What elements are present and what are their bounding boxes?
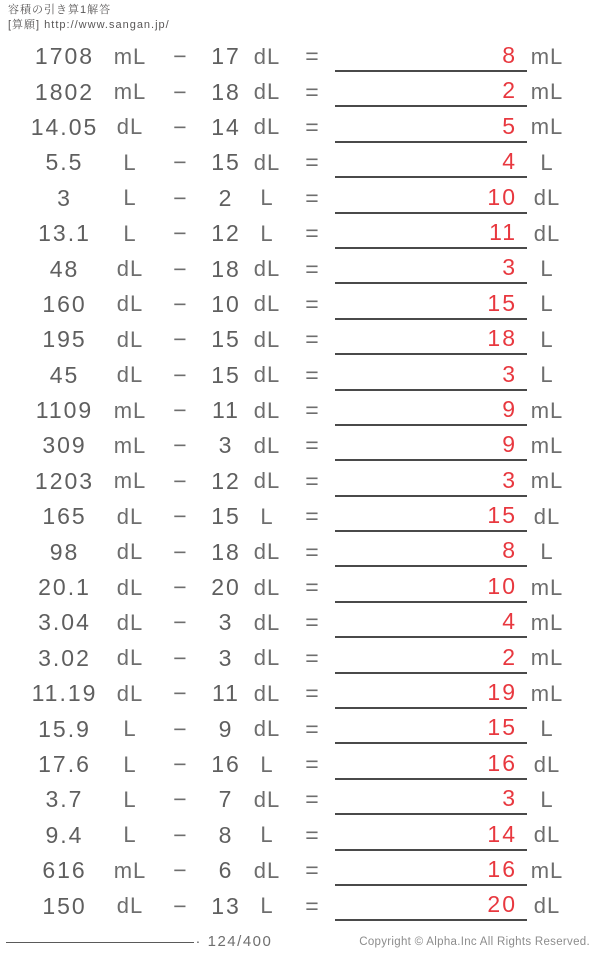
unit-2: dL <box>253 716 281 742</box>
unit-answer: L <box>540 149 554 175</box>
unit-1: L <box>123 220 137 246</box>
equals-sign: = <box>305 786 319 813</box>
unit-1: L <box>123 822 137 848</box>
equals-sign: = <box>305 290 319 317</box>
answer-blank <box>335 499 527 532</box>
unit-2: L <box>260 751 274 777</box>
operand-1: 15.9 <box>38 715 91 742</box>
page-footer <box>0 928 600 962</box>
unit-answer: mL <box>530 43 564 69</box>
equals-sign: = <box>305 397 319 424</box>
answer-blank <box>335 39 527 72</box>
operand-1: 616 <box>42 857 87 884</box>
answer-value: 20 <box>487 891 517 918</box>
answer-value: 4 <box>502 608 517 635</box>
equals-sign: = <box>305 503 319 530</box>
minus-operator: − <box>173 361 187 388</box>
unit-2: dL <box>253 291 281 317</box>
unit-answer: L <box>540 716 554 742</box>
unit-2: dL <box>253 256 281 282</box>
unit-1: L <box>123 786 137 812</box>
answer-blank <box>335 641 527 674</box>
equals-sign: = <box>305 751 319 777</box>
unit-2: dL <box>253 397 281 423</box>
unit-2: L <box>260 893 274 919</box>
problem-row <box>0 711 600 746</box>
operand-2: 18 <box>211 78 241 105</box>
equals-sign: = <box>305 78 319 105</box>
unit-1: dL <box>116 291 144 317</box>
unit-2: dL <box>253 786 281 812</box>
unit-2: dL <box>253 362 281 388</box>
answer-value: 5 <box>502 112 517 139</box>
operand-2: 13 <box>211 892 241 919</box>
problem-row <box>0 358 600 393</box>
unit-1: mL <box>113 397 147 423</box>
unit-1: dL <box>116 114 144 140</box>
operand-2: 15 <box>211 361 241 388</box>
unit-answer: mL <box>530 574 564 600</box>
minus-operator: − <box>173 751 187 777</box>
problem-row <box>0 251 600 286</box>
problem-row <box>0 747 600 782</box>
equals-sign: = <box>305 538 319 565</box>
answer-blank <box>335 358 527 391</box>
operand-1: 165 <box>42 503 87 530</box>
answer-value: 2 <box>502 643 517 670</box>
minus-operator: − <box>173 715 187 742</box>
minus-operator: − <box>173 397 187 424</box>
answer-blank <box>335 251 527 284</box>
answer-value: 2 <box>502 77 517 104</box>
answer-blank <box>335 287 527 320</box>
answer-blank <box>335 216 527 249</box>
unit-1: dL <box>116 645 144 671</box>
answer-blank <box>335 322 527 355</box>
operand-1: 3.7 <box>45 786 84 813</box>
operand-2: 11 <box>212 680 240 707</box>
unit-1: L <box>123 185 137 211</box>
equals-sign: = <box>305 574 319 601</box>
equals-sign: = <box>305 220 319 247</box>
answer-blank <box>335 747 527 780</box>
unit-1: dL <box>116 256 144 282</box>
minus-operator: − <box>173 149 187 176</box>
page-header <box>8 3 170 33</box>
answer-blank <box>335 782 527 815</box>
operand-1: 11.19 <box>31 680 98 707</box>
equals-sign: = <box>305 149 319 176</box>
unit-answer: mL <box>530 645 564 671</box>
unit-2: dL <box>253 574 281 600</box>
operand-2: 18 <box>211 538 241 565</box>
operand-2: 7 <box>218 786 234 813</box>
unit-1: L <box>123 716 137 742</box>
answer-value: 8 <box>502 537 517 564</box>
operand-2: 2 <box>218 184 234 211</box>
operand-1: 48 <box>49 255 80 282</box>
equals-sign: = <box>305 644 319 671</box>
operand-1: 1109 <box>35 397 94 424</box>
answer-blank <box>335 393 527 426</box>
minus-operator: − <box>173 786 187 813</box>
unit-2: dL <box>253 857 281 883</box>
unit-answer: L <box>540 786 554 812</box>
problem-row <box>0 428 600 463</box>
unit-2: dL <box>253 326 281 352</box>
equals-sign: = <box>305 43 319 70</box>
operand-2: 12 <box>211 220 241 247</box>
answer-value: 10 <box>487 183 517 210</box>
problem-row <box>0 782 600 817</box>
unit-1: mL <box>113 79 147 105</box>
minus-operator: − <box>173 644 187 671</box>
operand-1: 20.1 <box>38 574 91 601</box>
problem-row <box>0 287 600 322</box>
problem-row <box>0 676 600 711</box>
operand-2: 15 <box>211 149 241 176</box>
minus-operator: − <box>173 892 187 919</box>
equals-sign: = <box>305 361 319 388</box>
equals-sign: = <box>305 113 319 140</box>
answer-value: 16 <box>487 749 517 776</box>
equals-sign: = <box>305 857 319 884</box>
unit-2: L <box>260 185 274 211</box>
operand-2: 9 <box>218 715 234 742</box>
operand-2: 6 <box>218 857 234 884</box>
equals-sign: = <box>305 680 319 707</box>
operand-2: 20 <box>211 574 241 601</box>
unit-1: L <box>123 149 137 175</box>
operand-1: 150 <box>42 892 87 919</box>
answer-value: 3 <box>502 254 517 281</box>
answer-value: 15 <box>487 502 517 529</box>
unit-2: dL <box>253 680 281 706</box>
minus-operator: − <box>173 574 187 601</box>
equals-sign: = <box>305 609 319 636</box>
answer-value: 15 <box>487 289 517 316</box>
answer-blank <box>335 181 527 214</box>
answer-value: 16 <box>487 855 517 882</box>
operand-1: 45 <box>49 361 80 388</box>
problem-row <box>0 818 600 853</box>
answer-blank <box>335 534 527 567</box>
problem-row <box>0 145 600 180</box>
answer-value: 14 <box>487 820 517 847</box>
page-number: 124/400 <box>207 933 273 950</box>
unit-answer: mL <box>530 468 564 494</box>
problem-row <box>0 393 600 428</box>
unit-answer: L <box>540 362 554 388</box>
unit-answer: mL <box>530 857 564 883</box>
operand-1: 13.1 <box>38 220 91 247</box>
unit-2: dL <box>253 645 281 671</box>
problem-row <box>0 641 600 676</box>
minus-operator: − <box>173 680 187 707</box>
operand-1: 1802 <box>34 78 95 105</box>
operand-2: 15 <box>211 503 241 530</box>
unit-2: dL <box>253 114 281 140</box>
unit-2: dL <box>253 432 281 458</box>
unit-1: dL <box>116 362 144 388</box>
minus-operator: − <box>173 609 187 636</box>
unit-2: dL <box>253 468 281 494</box>
unit-1: dL <box>116 574 144 600</box>
operand-1: 195 <box>42 326 87 353</box>
operand-2: 15 <box>211 326 241 353</box>
answer-value: 9 <box>502 431 517 458</box>
answer-blank <box>335 888 527 921</box>
answer-blank <box>335 570 527 603</box>
problem-row <box>0 74 600 109</box>
operand-1: 98 <box>49 538 80 565</box>
minus-operator: − <box>173 432 187 459</box>
problem-row <box>0 888 600 923</box>
minus-operator: − <box>173 857 187 884</box>
unit-answer: dL <box>533 893 561 919</box>
operand-2: 18 <box>211 255 241 282</box>
operand-2: 10 <box>211 290 241 317</box>
answer-value: 11 <box>489 218 517 245</box>
minus-operator: − <box>173 503 187 530</box>
equals-sign: = <box>305 821 319 848</box>
operand-1: 9.4 <box>45 821 84 848</box>
unit-answer: dL <box>533 822 561 848</box>
answer-blank <box>335 605 527 638</box>
unit-answer: mL <box>530 680 564 706</box>
unit-answer: L <box>540 256 554 282</box>
operand-1: 1203 <box>34 467 95 494</box>
answer-blank <box>335 428 527 461</box>
operand-2: 3 <box>218 644 234 671</box>
operand-2: 17 <box>211 43 241 70</box>
operand-1: 1708 <box>34 43 95 70</box>
problem-row <box>0 464 600 499</box>
minus-operator: − <box>173 538 187 565</box>
problem-row <box>0 853 600 888</box>
unit-1: L <box>123 751 137 777</box>
equals-sign: = <box>305 184 319 211</box>
unit-answer: L <box>540 326 554 352</box>
minus-operator: − <box>173 326 187 353</box>
unit-answer: mL <box>530 114 564 140</box>
unit-answer: L <box>540 291 554 317</box>
answer-value: 3 <box>502 360 517 387</box>
name-line <box>6 942 194 943</box>
equals-sign: = <box>305 326 319 353</box>
minus-operator: − <box>173 184 187 211</box>
equals-sign: = <box>305 715 319 742</box>
unit-answer: mL <box>530 397 564 423</box>
worksheet-title: 容積の引き算1解答 <box>8 4 112 16</box>
answer-value: 10 <box>487 572 517 599</box>
unit-answer: mL <box>530 609 564 635</box>
unit-answer: dL <box>533 185 561 211</box>
unit-answer: L <box>540 539 554 565</box>
operand-2: 14 <box>211 113 241 140</box>
copyright-text: Copyright © Alpha.Inc All Rights Reserved. <box>359 936 590 948</box>
operand-2: 3 <box>218 432 234 459</box>
unit-1: dL <box>116 326 144 352</box>
operand-1: 5.5 <box>45 149 84 176</box>
equals-sign: = <box>305 255 319 282</box>
unit-2: dL <box>253 609 281 635</box>
minus-operator: − <box>173 255 187 282</box>
operand-2: 11 <box>212 397 240 424</box>
problem-row <box>0 39 600 74</box>
unit-1: mL <box>113 857 147 883</box>
problem-row <box>0 534 600 569</box>
unit-1: mL <box>113 468 147 494</box>
unit-1: dL <box>116 893 144 919</box>
answer-blank <box>335 711 527 744</box>
operand-1: 14.05 <box>30 113 99 140</box>
minus-operator: − <box>173 113 187 140</box>
answer-value: 18 <box>487 325 517 352</box>
answer-value: 4 <box>502 148 517 175</box>
answer-blank <box>335 145 527 178</box>
minus-operator: − <box>173 821 187 848</box>
operand-2: 8 <box>218 821 234 848</box>
minus-operator: − <box>173 220 187 247</box>
answer-value: 3 <box>502 785 517 812</box>
minus-operator: − <box>173 467 187 494</box>
minus-operator: − <box>173 78 187 105</box>
answer-blank <box>335 464 527 497</box>
problem-row <box>0 216 600 251</box>
answer-value: 3 <box>502 466 517 493</box>
answer-blank <box>335 74 527 107</box>
problems-list <box>0 39 600 924</box>
unit-2: L <box>260 503 274 529</box>
equals-sign: = <box>305 432 319 459</box>
answer-value: 9 <box>502 395 517 422</box>
operand-1: 3 <box>57 184 72 211</box>
equals-sign: = <box>305 892 319 919</box>
problem-row <box>0 110 600 145</box>
answer-value: 8 <box>502 42 517 68</box>
problem-row <box>0 570 600 605</box>
unit-2: L <box>260 822 274 848</box>
source-url: [算願] http://www.sangan.jp/ <box>8 19 170 31</box>
unit-2: L <box>260 220 274 246</box>
operand-2: 16 <box>211 751 241 777</box>
unit-1: mL <box>113 43 147 69</box>
operand-1: 309 <box>42 432 87 459</box>
unit-2: dL <box>253 539 281 565</box>
operand-2: 3 <box>218 609 234 636</box>
unit-answer: dL <box>533 220 561 246</box>
unit-2: dL <box>253 43 281 69</box>
unit-1: dL <box>116 680 144 706</box>
answer-blank <box>335 818 527 851</box>
operand-1: 3.04 <box>38 609 91 636</box>
answer-blank <box>335 110 527 143</box>
unit-answer: dL <box>533 503 561 529</box>
minus-operator: − <box>173 43 187 70</box>
problem-row <box>0 499 600 534</box>
answer-blank <box>335 676 527 709</box>
operand-1: 160 <box>42 290 87 317</box>
answer-value: 15 <box>487 714 517 741</box>
unit-2: dL <box>253 79 281 105</box>
problem-row <box>0 322 600 357</box>
unit-answer: mL <box>530 432 564 458</box>
operand-1: 17.6 <box>38 751 91 777</box>
unit-1: dL <box>116 609 144 635</box>
problem-row <box>0 605 600 640</box>
name-line-period: . <box>196 930 200 946</box>
minus-operator: − <box>173 290 187 317</box>
answer-blank <box>335 853 527 886</box>
unit-answer: mL <box>530 79 564 105</box>
problem-row <box>0 181 600 216</box>
unit-2: dL <box>253 149 281 175</box>
operand-2: 12 <box>211 467 241 494</box>
unit-answer: dL <box>533 751 561 777</box>
unit-1: mL <box>113 432 147 458</box>
equals-sign: = <box>305 467 319 494</box>
operand-1: 3.02 <box>38 644 91 671</box>
unit-1: dL <box>116 539 144 565</box>
unit-1: dL <box>116 503 144 529</box>
answer-value: 19 <box>487 679 517 706</box>
